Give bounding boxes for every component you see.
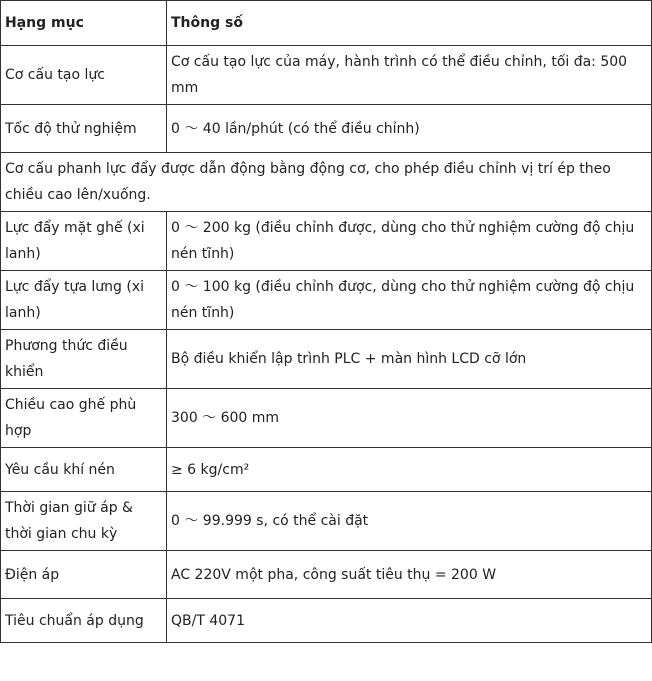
row-value-cell: AC 220V một pha, công suất tiêu thụ = 200 W [167, 551, 652, 599]
table-row [1, 551, 652, 599]
table-row [1, 271, 652, 330]
header-cell-item: Hạng mục [1, 1, 167, 46]
row-item-cell: Phương thức điều khiển [1, 330, 167, 389]
table-row [1, 46, 652, 105]
row-item-cell: Lực đẩy tựa lưng (xi lanh) [1, 271, 167, 330]
table-row [1, 599, 652, 643]
row-value-cell: 0 ～ 40 lần/phút (có thể điều chỉnh) [167, 105, 652, 153]
row-item-cell: Cơ cấu tạo lực [1, 46, 167, 105]
row-value-cell: QB/T 4071 [167, 599, 652, 643]
row-item-cell: Chiều cao ghế phù hợp [1, 389, 167, 448]
row-item-cell: Điện áp [1, 551, 167, 599]
row-value-cell: 300 ～ 600 mm [167, 389, 652, 448]
row-value-cell: Cơ cấu tạo lực của máy, hành trình có thể điều chỉnh, tối đa: 500 mm [167, 46, 652, 105]
row-value-cell: Bộ điều khiển lập trình PLC + màn hình LCD cỡ lớn [167, 330, 652, 389]
row-value-cell: 0 ～ 200 kg (điều chỉnh được, dùng cho thử nghiệm cường độ chịu nén tĩnh) [167, 212, 652, 271]
row-value-cell: 0 ～ 100 kg (điều chỉnh được, dùng cho thử nghiệm cường độ chịu nén tĩnh) [167, 271, 652, 330]
table-row [1, 153, 652, 212]
row-value-cell: ≥ 6 kg/cm² [167, 448, 652, 492]
table-header-row [1, 1, 652, 46]
row-item-cell: Thời gian giữ áp & thời gian chu kỳ [1, 492, 167, 551]
row-item-cell: Lực đẩy mặt ghế (xi lanh) [1, 212, 167, 271]
row-full-cell: Cơ cấu phanh lực đẩy được dẫn động bằng động cơ, cho phép điều chỉnh vị trí ép theo chiều cao lên/xuống. [1, 153, 652, 212]
row-item-cell: Tiêu chuẩn áp dụng [1, 599, 167, 643]
table-row [1, 492, 652, 551]
row-item-cell: Tốc độ thử nghiệm [1, 105, 167, 153]
table-row [1, 389, 652, 448]
table-row [1, 448, 652, 492]
row-item-cell: Yêu cầu khí nén [1, 448, 167, 492]
header-cell-value: Thông số [167, 1, 652, 46]
table-row [1, 212, 652, 271]
table-row [1, 105, 652, 153]
table-row [1, 330, 652, 389]
row-value-cell: 0 ～ 99.999 s, có thể cài đặt [167, 492, 652, 551]
